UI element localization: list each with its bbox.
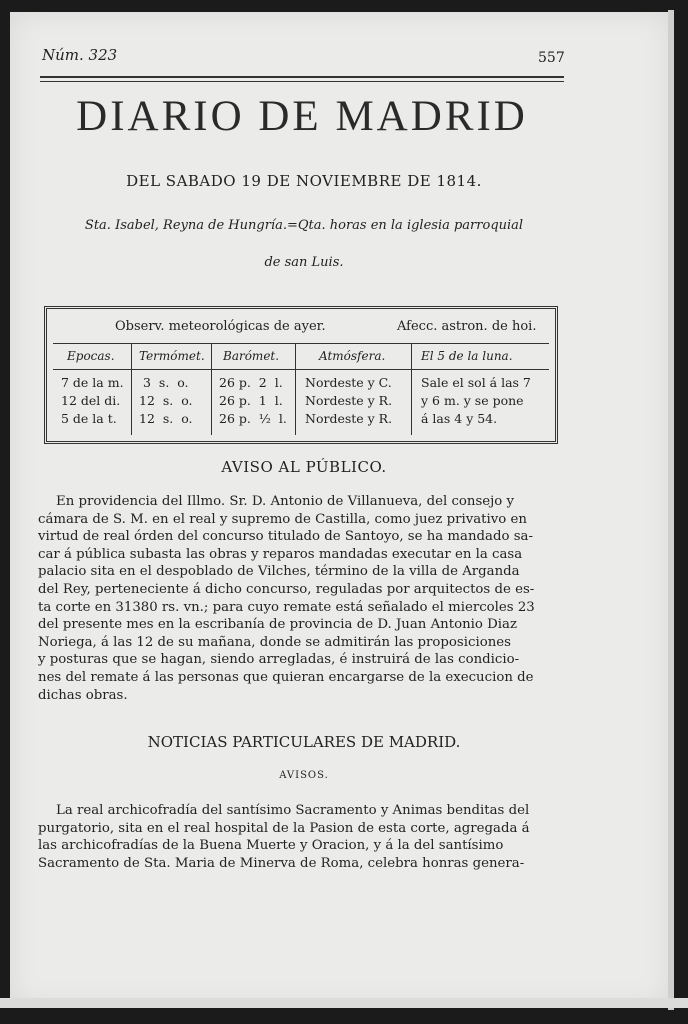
table-rule [53, 369, 549, 370]
atmosfera-cell: Nordeste y R. [305, 411, 393, 426]
aviso-paragraph [38, 493, 564, 704]
text-line: del presente mes en la escribanía de provincia de D. Juan Antonio Diaz [38, 617, 517, 633]
column-divider [211, 343, 212, 435]
text-line: cámara de S. M. en el real y supremo de Castilla, como juez privativo en [38, 511, 527, 527]
page-edge-shadow [668, 10, 674, 1010]
atmosfera-cell: Nordeste y R. [305, 393, 393, 408]
epoca-cell: 12 del di. [61, 393, 121, 408]
saints-line-1: Sta. Isabel, Reyna de Hungría.=Qta. horas en la iglesia parroquial [84, 218, 524, 233]
column-divider [411, 343, 412, 435]
text-line: del Rey, perteneciente á dicho concurso, reguladas por arquitectos de es- [38, 581, 535, 597]
masthead-title: DIARIO DE MADRID [76, 93, 528, 140]
avisos-subheading: AVISOS. [279, 770, 329, 781]
text-line: La real archicofradía del santísimo Sacramento y Animas benditas del [56, 803, 530, 818]
atmosfera-cell: Nordeste y C. [305, 375, 392, 390]
text-line: virtud de real órden del concurso titulado de Santoyo, se ha mandado sa- [38, 529, 533, 545]
column-divider [131, 343, 132, 435]
saints-line-2: de san Luis. [264, 255, 344, 270]
text-line: Noriega, á las 12 de su mañana, donde se admitirán las proposiciones [38, 634, 511, 650]
text-line: car á pública subasta las obras y reparos mandadas executar en la casa [38, 546, 523, 562]
noticias-paragraph [38, 802, 564, 872]
weather-table [44, 306, 558, 444]
astro-title: Afecc. astron. de hoi. [397, 319, 537, 334]
astro-line: á las 4 y 54. [421, 411, 498, 426]
col-header-atmosfera: Atmósfera. [319, 349, 386, 363]
astro-line: Sale el sol á las 7 [421, 375, 531, 390]
text-line: Sacramento de Sta. Maria de Minerva de Roma, celebra honras genera- [38, 855, 525, 871]
header-rule-thin [40, 81, 564, 82]
text-line: y posturas que se hagan, siendo arregladas, é instruirá de las condicio- [38, 652, 520, 668]
page-number: 557 [538, 50, 565, 66]
table-rule [53, 343, 549, 344]
termometro-cell: 3 s. o. [143, 375, 189, 390]
barometro-cell: 26 p. 1 l. [219, 393, 283, 408]
dateline: DEL SABADO 19 DE NOVIEMBRE DE 1814. [126, 172, 482, 190]
text-line: nes del remate á las personas que quieran encargarse de la execucion de [38, 669, 534, 685]
barometro-cell: 26 p. ½ l. [219, 411, 287, 426]
col-header-luna: El 5 de la luna. [421, 349, 513, 363]
header-rule-thick [40, 76, 564, 78]
text-line: dichas obras. [38, 687, 128, 703]
epoca-cell: 7 de la m. [61, 375, 124, 390]
noticias-heading: NOTICIAS PARTICULARES DE MADRID. [147, 733, 461, 751]
aviso-heading: AVISO AL PÚBLICO. [221, 458, 387, 476]
column-divider [295, 343, 296, 435]
text-line: ta corte en 31380 rs. vn.; para cuyo remate está señalado el miercoles 23 [38, 599, 535, 615]
astro-line: y 6 m. y se pone [421, 393, 524, 408]
issue-number: Núm. 323 [42, 46, 118, 64]
col-header-barometro: Barómet. [223, 349, 280, 363]
text-line: En providencia del Illmo. Sr. D. Antonio de Villanueva, del consejo y [56, 494, 515, 509]
page-bottom-edge [0, 998, 688, 1008]
col-header-epocas: Epocas. [67, 349, 115, 363]
text-line: las archicofradías de la Buena Muerte y Oracion, y á la del santísimo [38, 838, 504, 854]
weather-title: Observ. meteorológicas de ayer. [115, 319, 326, 334]
text-line: palacio sita en el despoblado de Vilches, término de la villa de Arganda [38, 564, 520, 580]
termometro-cell: 12 s. o. [139, 393, 193, 408]
text-line: purgatorio, sita en el real hospital de la Pasion de esta corte, agregada á [38, 820, 530, 836]
barometro-cell: 26 p. 2 l. [219, 375, 283, 390]
epoca-cell: 5 de la t. [61, 411, 117, 426]
termometro-cell: 12 s. o. [139, 411, 193, 426]
col-header-termometro: Termómet. [139, 349, 205, 363]
